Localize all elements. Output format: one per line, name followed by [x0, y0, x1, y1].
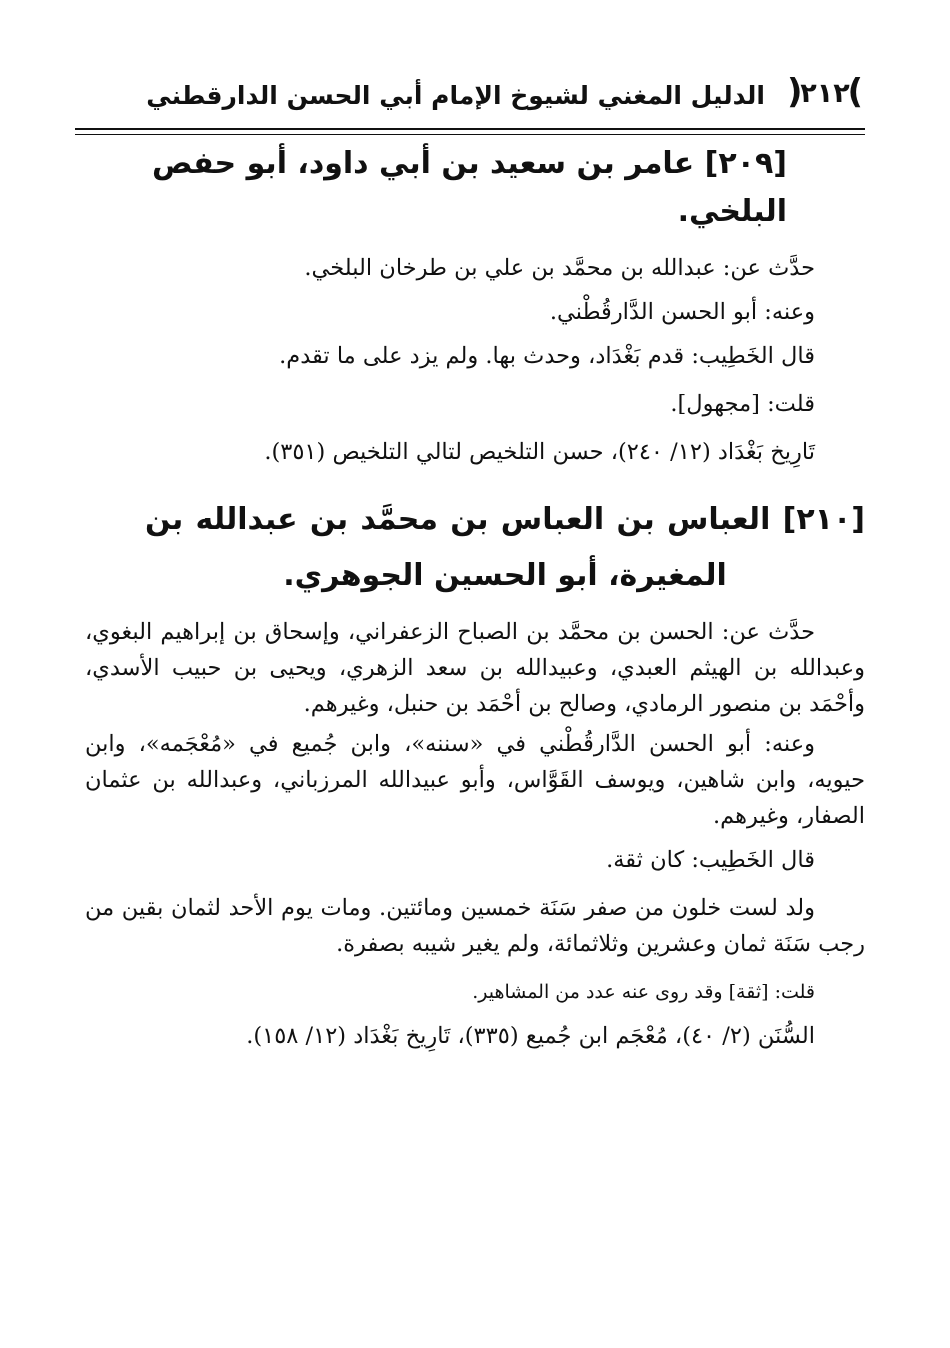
birth-death: ولد لست خلون من صفر سَنَة خمسين ومائتين. ومات يوم الأحد لثمان بقين من رجب سَنَة ثمان وعشرين وثلاثمائة، ولم يغير شيبه بصفرة.: [85, 895, 865, 957]
header-divider: [75, 128, 865, 130]
author-verdict: قلت: [مجهول].: [670, 391, 815, 417]
narrated-from: حدَّث عن: عبدالله بن محمَّد بن علي بن طرخان البلخي.: [304, 255, 815, 281]
entry-heading: [٢٠٩] عامر بن سعيد بن أبي داود، أبو حفص البلخي.: [152, 146, 787, 229]
biography-entry: [85, 140, 865, 470]
narrated-by: وعنه: أبو الحسن الدَّارقُطْني في «سننه»، وابن جُميع في «مُعْجَمه»، وابن حيويه، وابن شاهين، ويوسف القَوَّاس، وأبو عبيدالله المرزباني، وعبدالله بن عثمان الصفار، وغيرهم.: [85, 731, 865, 829]
khatib-statement: قال الخَطِيب: كان ثقة.: [606, 847, 815, 873]
entry-heading: [٢١٠] العباس بن العباس بن محمَّد بن عبدالله بن المغيرة، أبو الحسين الجوهري.: [145, 502, 865, 593]
sources: السُّنَن (٢/ ٤٠)، مُعْجَم ابن جُميع (٣٣٥)، تَارِيخ بَغْدَاد (١٢/ ١٥٨).: [246, 1023, 815, 1049]
author-verdict: قلت: [ثقة] وقد روى عنه عدد من المشاهير.: [472, 981, 815, 1003]
narrated-from: حدَّث عن: الحسن بن محمَّد بن الصباح الزعفراني، وإسحاق بن إبراهيم البغوي، وعبدالله بن الهيثم العبدي، وعبيدالله بن سعد الزهري، ويحيى بن حبيب الأسدي، وأحْمَد بن منصور الرمادي، وصالح بن أحْمَد بن حنبل، وغيرهم.: [85, 619, 865, 717]
khatib-statement: قال الخَطِيب: قدم بَغْدَاد، وحدث بها. ولم يزد على ما تقدم.: [279, 343, 815, 369]
biography-entry: [85, 492, 865, 1054]
running-title: الدليل المغني لشيوخ الإمام أبي الحسن الدارقطني: [146, 81, 765, 110]
header-divider-thin: [75, 134, 865, 135]
page-header: [75, 72, 865, 130]
page-body: [85, 140, 865, 1054]
sources: تَارِيخ بَغْدَاد (١٢/ ٢٤٠)، حسن التلخيص لتالي التلخيص (٣٥١).: [264, 439, 815, 465]
narrated-by: وعنه: أبو الحسن الدَّارقُطْني.: [549, 299, 815, 325]
page-number: ( ٢١٢ ): [785, 74, 865, 114]
